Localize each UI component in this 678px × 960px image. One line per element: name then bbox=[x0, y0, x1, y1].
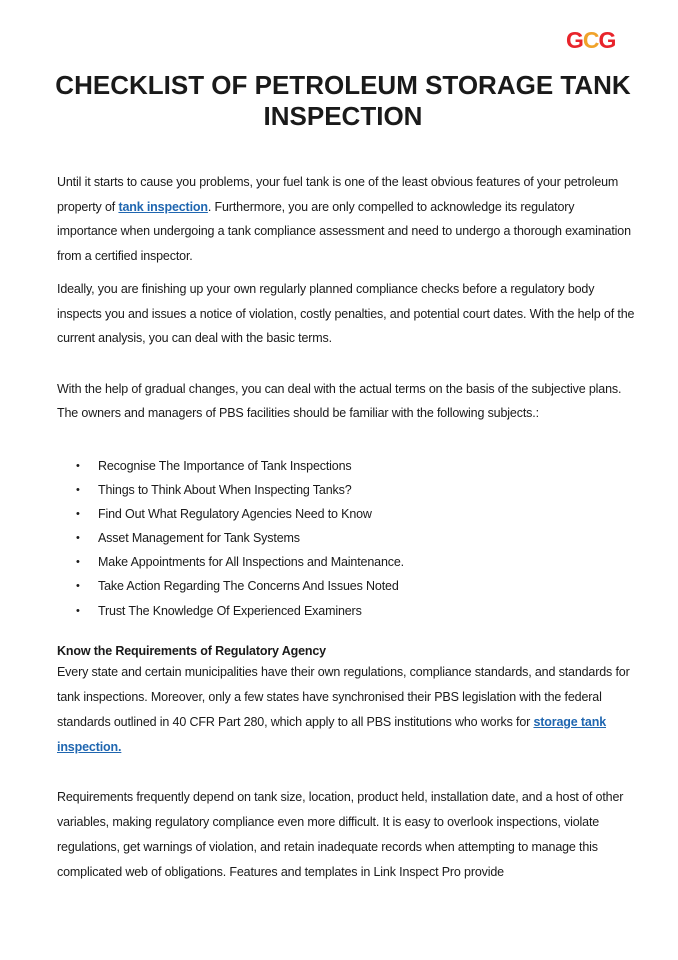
gcg-logo bbox=[566, 24, 616, 54]
logo-letter-g2: G bbox=[598, 27, 616, 53]
list-item-text: Make Appointments for All Inspections and Maintenance. bbox=[98, 555, 404, 570]
list-item-text: Asset Management for Tank Systems bbox=[98, 531, 300, 546]
document-body bbox=[57, 170, 637, 885]
list-item bbox=[57, 454, 637, 478]
bullet-icon: • bbox=[76, 580, 80, 593]
bullet-icon: • bbox=[76, 507, 80, 520]
logo-letter-c: C bbox=[582, 27, 599, 53]
list-item bbox=[57, 502, 637, 526]
bullet-icon: • bbox=[76, 532, 80, 545]
svg-text:GCG bbox=[566, 27, 616, 53]
intro-paragraph-1 bbox=[57, 170, 637, 268]
list-item bbox=[57, 599, 637, 623]
intro-p1-text-end: . Furthermore, you are only compelled to acknowledge its regulatory importance when undergoing a tank compliance assessment and need to undergo a thorough examination from a certified inspector. bbox=[57, 199, 631, 263]
bullet-icon: • bbox=[76, 604, 80, 617]
list-item-text: Take Action Regarding The Concerns And Issues Noted bbox=[98, 579, 399, 594]
intro-paragraph-2: Ideally, you are finishing up your own regularly planned compliance checks before a regulatory body inspects you and issues a notice of violation, costly penalties, and potential court dates. With the help of the current analysis, you can deal with the basic terms. bbox=[57, 282, 635, 345]
section-p1-text: Every state and certain municipalities have their own regulations, compliance standards, and standards for tank inspections. Moreover, only a few states have synchronised their PBS legislation with the federal standards outlined in 40 CFR Part 280, which apply to all PBS institutions who works for bbox=[57, 664, 630, 729]
bullet-icon: • bbox=[76, 556, 80, 569]
list-item-text: Trust The Knowledge Of Experienced Examiners bbox=[98, 603, 362, 618]
bullet-icon: • bbox=[76, 483, 80, 496]
subjects-list bbox=[57, 454, 637, 623]
list-item-text: Find Out What Regulatory Agencies Need to Know bbox=[98, 506, 372, 521]
page-title: CHECKLIST OF PETROLEUM STORAGE TANK INSPECTION bbox=[55, 70, 631, 131]
tank-inspection-link[interactable]: tank inspection bbox=[118, 199, 208, 214]
section-paragraph-1 bbox=[57, 660, 637, 760]
section-paragraph-2: Requirements frequently depend on tank size, location, product held, installation date, and a host of other variables, making regulatory compliance even more difficult. It is easy to overlook inspections, violate regulations, get warnings of violation, and retain inadequate records when attempting to manage this complicated web of obligations. Features and templates in Link Inspect Pro provide bbox=[57, 789, 624, 879]
list-item bbox=[57, 550, 637, 574]
list-item bbox=[57, 526, 637, 550]
list-item-text: Things to Think About When Inspecting Tanks? bbox=[98, 482, 352, 497]
logo-letter-g1: G bbox=[566, 27, 583, 53]
intro-paragraph-3: With the help of gradual changes, you can deal with the actual terms on the basis of the subjective plans. The owners and managers of PBS facilities should be familiar with the following subjects.: bbox=[57, 381, 622, 420]
intro-p1-text-start: Until it starts to cause you problems, your fuel tank is one of the least obvious features of your petroleum property of bbox=[57, 175, 619, 214]
storage-tank-inspection-link[interactable]: storage tank inspection. bbox=[57, 714, 607, 754]
list-item bbox=[57, 574, 637, 598]
bullet-icon: • bbox=[76, 459, 80, 472]
list-item bbox=[57, 478, 637, 502]
section-heading: Know the Requirements of Regulatory Agency bbox=[57, 643, 326, 658]
list-item-text: Recognise The Importance of Tank Inspections bbox=[98, 458, 352, 473]
